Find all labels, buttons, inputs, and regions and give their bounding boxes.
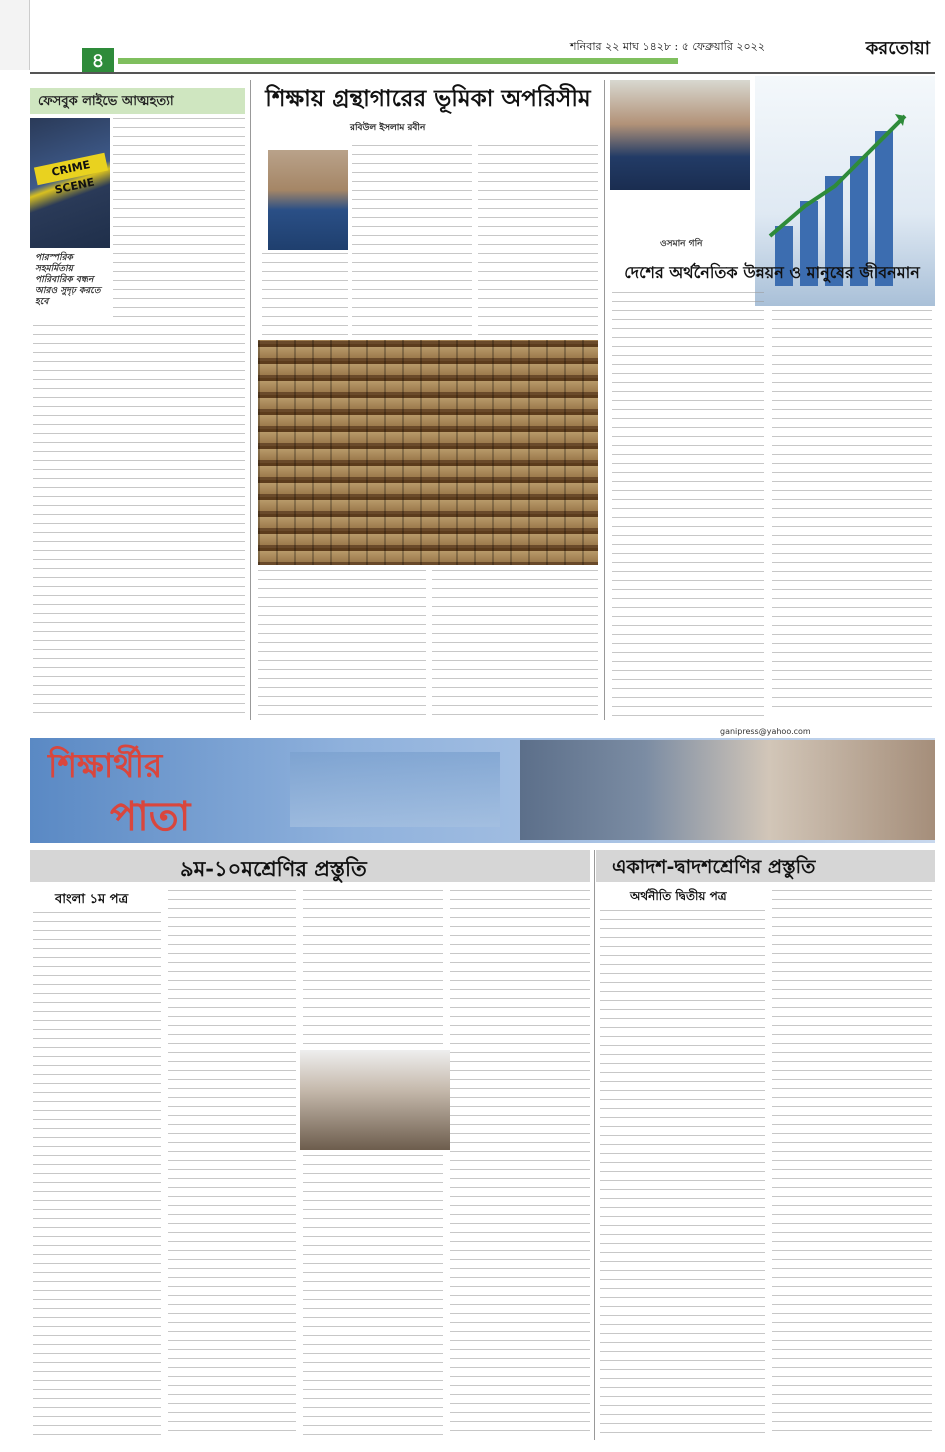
library-article-headline: শিক্ষায় গ্রন্থাগারের ভূমিকা অপরিসীম — [265, 85, 591, 112]
library-text-col-1 — [352, 145, 472, 335]
column-divider — [250, 80, 251, 720]
economy-author-name: ওসমান গনি — [660, 239, 703, 249]
issue-date: শনিবার ২২ মাঘ ১৪২৮ : ৫ ফেব্রুয়ারি ২০২২ — [570, 40, 765, 53]
library-text-col-2 — [478, 145, 598, 335]
library-text-col-4 — [432, 570, 598, 720]
crime-scene-tape: CRIME SCENE — [34, 153, 108, 186]
masthead-rule — [30, 72, 935, 74]
question-col-3-bottom — [303, 1155, 443, 1437]
banner-title-line-1: শিক্ষার্থীর — [48, 746, 163, 785]
top-accent-bar — [118, 58, 678, 64]
library-author-photo — [268, 150, 348, 250]
column-divider — [604, 80, 605, 720]
library-text-col-0 — [262, 253, 348, 335]
banner-photo-students — [520, 740, 935, 840]
economy-text-col-2 — [772, 310, 932, 710]
economy-article-headline: দেশের অর্থনৈতিক উন্নয়ন ও মানুষের জীবনমান — [624, 263, 920, 282]
question-col-4 — [450, 890, 590, 1437]
economy-text-col-1 — [612, 292, 764, 722]
fb-article-text-top — [113, 118, 245, 323]
fb-article-text-body — [33, 325, 245, 715]
library-article-byline: রবিউল ইসলাম রবীন — [350, 123, 426, 133]
masthead-logo: করতোয়া — [865, 38, 930, 59]
page-number: ৪ — [82, 48, 114, 72]
fb-article-subheadline: পারস্পরিক সহমর্মিতায় পারিবারিক বন্ধন আরও সুদৃঢ় করতে হবে — [35, 253, 101, 307]
economy-author-photo — [610, 80, 750, 190]
side-strip — [0, 0, 30, 70]
banner-title-line-2: পাতা — [110, 793, 191, 840]
library-text-col-3 — [258, 570, 426, 720]
question-col-3-top — [303, 890, 443, 1045]
exam-students-photo — [300, 1050, 450, 1150]
economics-col-1 — [600, 910, 765, 1437]
library-byline-bar — [258, 118, 598, 134]
banner-photo-left — [290, 752, 500, 827]
subject-economics-title: অর্থনীতি দ্বিতীয় পত্র — [630, 889, 727, 903]
question-col-2 — [168, 890, 296, 1437]
economics-col-2 — [772, 890, 932, 1437]
section-9-10-title: ৯ম-১০মশ্রেণির প্রস্তুতি — [180, 856, 367, 881]
section-11-12-title: একাদশ-দ্বাদশশ্রেণির প্রস্তুতি — [612, 856, 816, 878]
subject-bangla-title: বাংলা ১ম পত্র — [55, 892, 129, 907]
section-divider — [594, 850, 595, 1440]
economy-author-email: ganipress@yahoo.com — [720, 727, 811, 736]
library-shelves-photo — [258, 340, 598, 565]
fb-article-headline: ফেসবুক লাইভে আত্মহত্যা — [38, 94, 174, 109]
question-col-1 — [33, 912, 161, 1437]
